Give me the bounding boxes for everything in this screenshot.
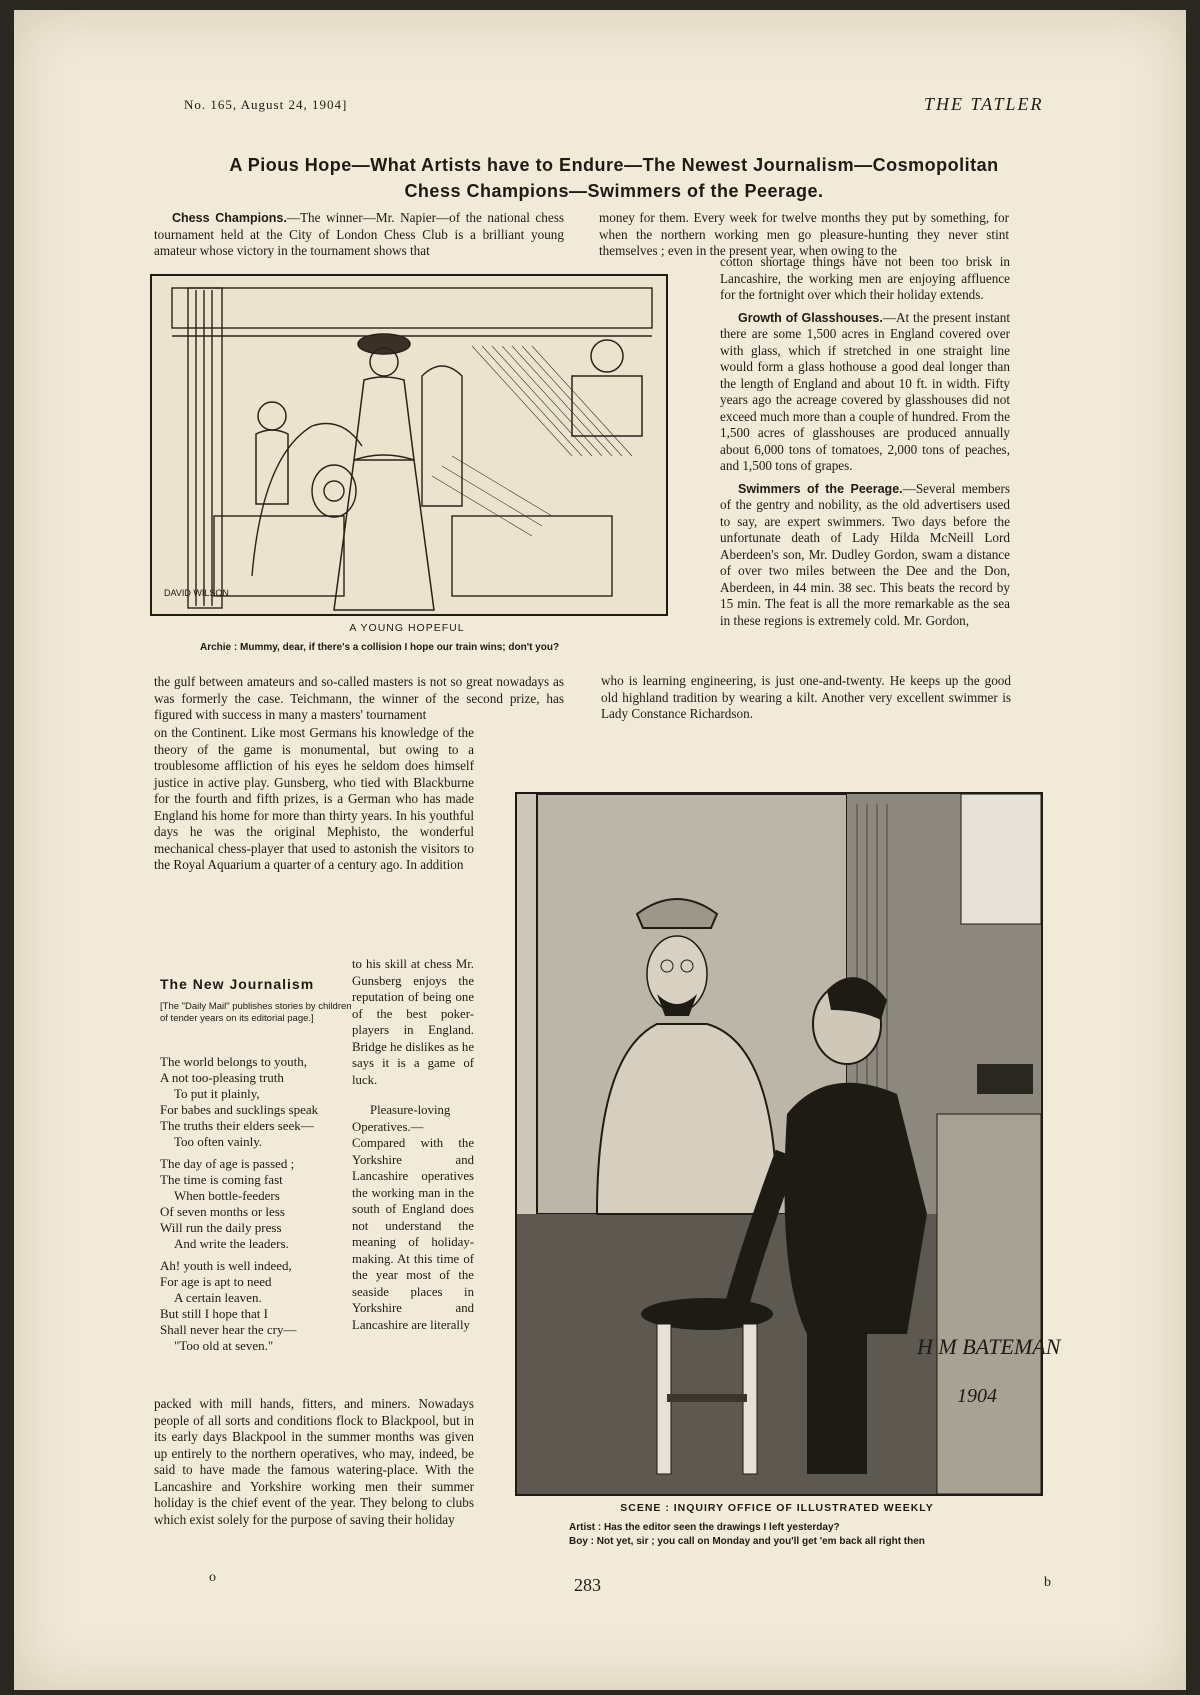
poem-line: The time is coming fast [160, 1172, 283, 1187]
caption-title-inquiry: SCENE : INQUIRY OFFICE OF ILLUSTRATED WEEKLY [620, 1502, 934, 1514]
article-right-upper [720, 254, 1010, 635]
footer-mark-left: o [209, 1570, 216, 1585]
glasshouses-text: —At the present instant there are some 1,500 acres in England covered over with glass, which if stretched in one straight line would form a glass hothouse a good deal longer than the length of England and about 10 ft. in width. Fifty years ago the acreage covered by glasshouses did not exceed much more than a couple of hundred. From the 1,500 acres of glasshouses are produced annually about 6,000 tons of tomatoes, 2,000 tons of peaches, and 1,500 tons of grapes. [720, 309, 1010, 473]
caption-young-hopeful: Archie : Mummy, dear, if there's a collision I hope our train wins; don't you? [200, 642, 560, 653]
poem-line: But still I hope that I [160, 1306, 268, 1321]
title-line-1: A Pious Hope—What Artists have to Endure—The Newest Journalism—Cosmopolitan [229, 155, 999, 175]
poem-line: To put it plainly, [174, 1086, 260, 1101]
inquiry-office-drawing [517, 794, 1061, 1494]
young-hopeful-drawing [152, 276, 666, 614]
caption-boy-line: Boy : Not yet, sir ; you call on Monday and you'll get 'em back all right then [569, 1536, 925, 1547]
poem-note: [The "Daily Mail" publishes stories by children of tender years on its editorial page.] [160, 1001, 352, 1024]
poem-line: Of seven months or less [160, 1204, 285, 1219]
poem-line: When bottle-feeders [174, 1188, 280, 1203]
operatives-text: —Compared with the Yorkshire and Lancashire operatives the working man in the south of England does not understand the meaning of holiday-making. At this time of the year most of the seaside places in Yorkshire and Lancashire are literally [352, 1119, 474, 1332]
heading-operatives: Pleasure-loving Operatives. [352, 1103, 451, 1134]
article-swimmers-end [601, 673, 1011, 729]
caption-title-young-hopeful: A YOUNG HOPEFUL [349, 622, 465, 634]
poem-body [160, 1054, 360, 1354]
article-chess-mid [154, 674, 564, 730]
poem-line: A not too-pleasing truth [160, 1070, 284, 1085]
heading-glasshouses: Growth of Glasshouses. [738, 310, 883, 325]
poem-line: The world belongs to youth, [160, 1054, 307, 1069]
poem-line: Too often vainly. [174, 1134, 263, 1149]
poem-line: Shall never hear the cry— [160, 1322, 297, 1337]
page-title [164, 152, 1064, 204]
operatives-end-text: cotton shortage things have not been too brisk in Lancashire, the working men are enjoying affluence for the fortnight over which their holiday extends. [720, 254, 1010, 302]
bateman-signature: H M BATEMAN [917, 1334, 1061, 1359]
swimmers-text: —Several members of the gentry and nobility, as the old advertisers used to say, are expert swimmers. Two days before the unfortunate death of Lady Hilda McNeill Lord Aberdeen's son, Mr. Dudley Gordon, swam a distance of over two miles between the Dee and the Don, Aberdeen, in 44 min. 38 sec. This beats the record by 15 min. The feat is all the more remarkable as the sea in these regions is extremely cold. Mr. Gordon, [720, 480, 1010, 628]
poem-title: The New Journalism [160, 976, 315, 992]
illustration-young-hopeful [150, 274, 668, 616]
chess-body-text: on the Continent. Like most Germans his knowledge of the theory of the game is monumental, but owing to a troublesome affliction of his eyes he seldom does himself justice in active play. Gunsberg, who tied with Blackburne for the fourth and fifth prizes, is a German who has made England his home for more than thirty years. In his youthful days he was the original Mephisto, the wonderful mechanical chess-player that used to astonish the visitors to the Royal Aquarium a quarter of a century ago. In addition [154, 725, 474, 872]
poem-line: "Too old at seven." [174, 1338, 274, 1353]
poem-line: For babes and sucklings speak [160, 1102, 319, 1117]
swimmers-end-text: who is learning engineering, is just one-and-twenty. He keeps up the good old highland tradition by wearing a kilt. Another very excellent swimmer is Lady Constance Richardson. [601, 673, 1011, 721]
article-chess-intro [154, 210, 564, 266]
poem-line: For age is apt to need [160, 1274, 272, 1289]
masthead: THE TATLER [924, 94, 1044, 114]
chess-mid-text: the gulf between amateurs and so-called masters is not so great nowadays as was formerly the case. Teichmann, the winner of the second prize, has figured with success in many a masters' tournament [154, 674, 564, 722]
heading-chess: Chess Champions. [172, 211, 287, 225]
article-chess-body [154, 725, 474, 880]
poem-line: And write the leaders. [174, 1236, 289, 1251]
poem-line: Will run the daily press [160, 1220, 282, 1235]
poem-line: Ah! youth is well indeed, [160, 1258, 292, 1273]
blackpool-text: packed with mill hands, fitters, and miners. Nowadays people of all sorts and conditions flock to Blackpool, but in its early days Blackpool in the summer months was given up entirely to the northern operatives, who may, indeed, be said to have made the famous watering-place. With the Lancashire and Yorkshire working men their summer holiday is the chief event of the year. They belong to clubs which exist solely for the purpose of saving their holiday [154, 1396, 474, 1527]
gunsberg-text: to his skill at chess Mr. Gunsberg enjoys the reputation of being one of the best poker-players in England. Bridge he dislikes as he says it is a game of luck. [352, 957, 474, 1087]
poem-line: The day of age is passed ; [160, 1156, 295, 1171]
illustration-inquiry-office [515, 792, 1061, 1496]
magazine-page [14, 10, 1186, 1690]
title-line-2: Chess Champions—Swimmers of the Peerage. [404, 181, 824, 201]
operatives-cont-text: money for them. Every week for twelve months they put by something, for when the northern working men go pleasure-hunting they never stint themselves ; even in the present year, when owing to the [599, 210, 1009, 258]
poem-line: A certain leaven. [174, 1290, 262, 1305]
article-blackpool [154, 1396, 474, 1534]
article-narrow [352, 956, 474, 1339]
page-number: 283 [574, 1575, 601, 1595]
poem-line: The truths their elders seek— [160, 1118, 314, 1133]
bateman-year: 1904 [957, 1385, 997, 1407]
footer-mark-right: b [1044, 1575, 1051, 1590]
young-hopeful-signature: DAVID WILSON [164, 588, 229, 598]
heading-swimmers: Swimmers of the Peerage. [738, 481, 903, 496]
chess-text: —The winner—Mr. Napier—of the national chess tournament held at the City of London Chess Club is a brilliant young amateur whose victory in the tournament shows that [154, 210, 564, 258]
caption-artist-line: Artist : Has the editor seen the drawings I left yesterday? [569, 1522, 840, 1533]
issue-header: No. 165, August 24, 1904] [184, 97, 348, 112]
